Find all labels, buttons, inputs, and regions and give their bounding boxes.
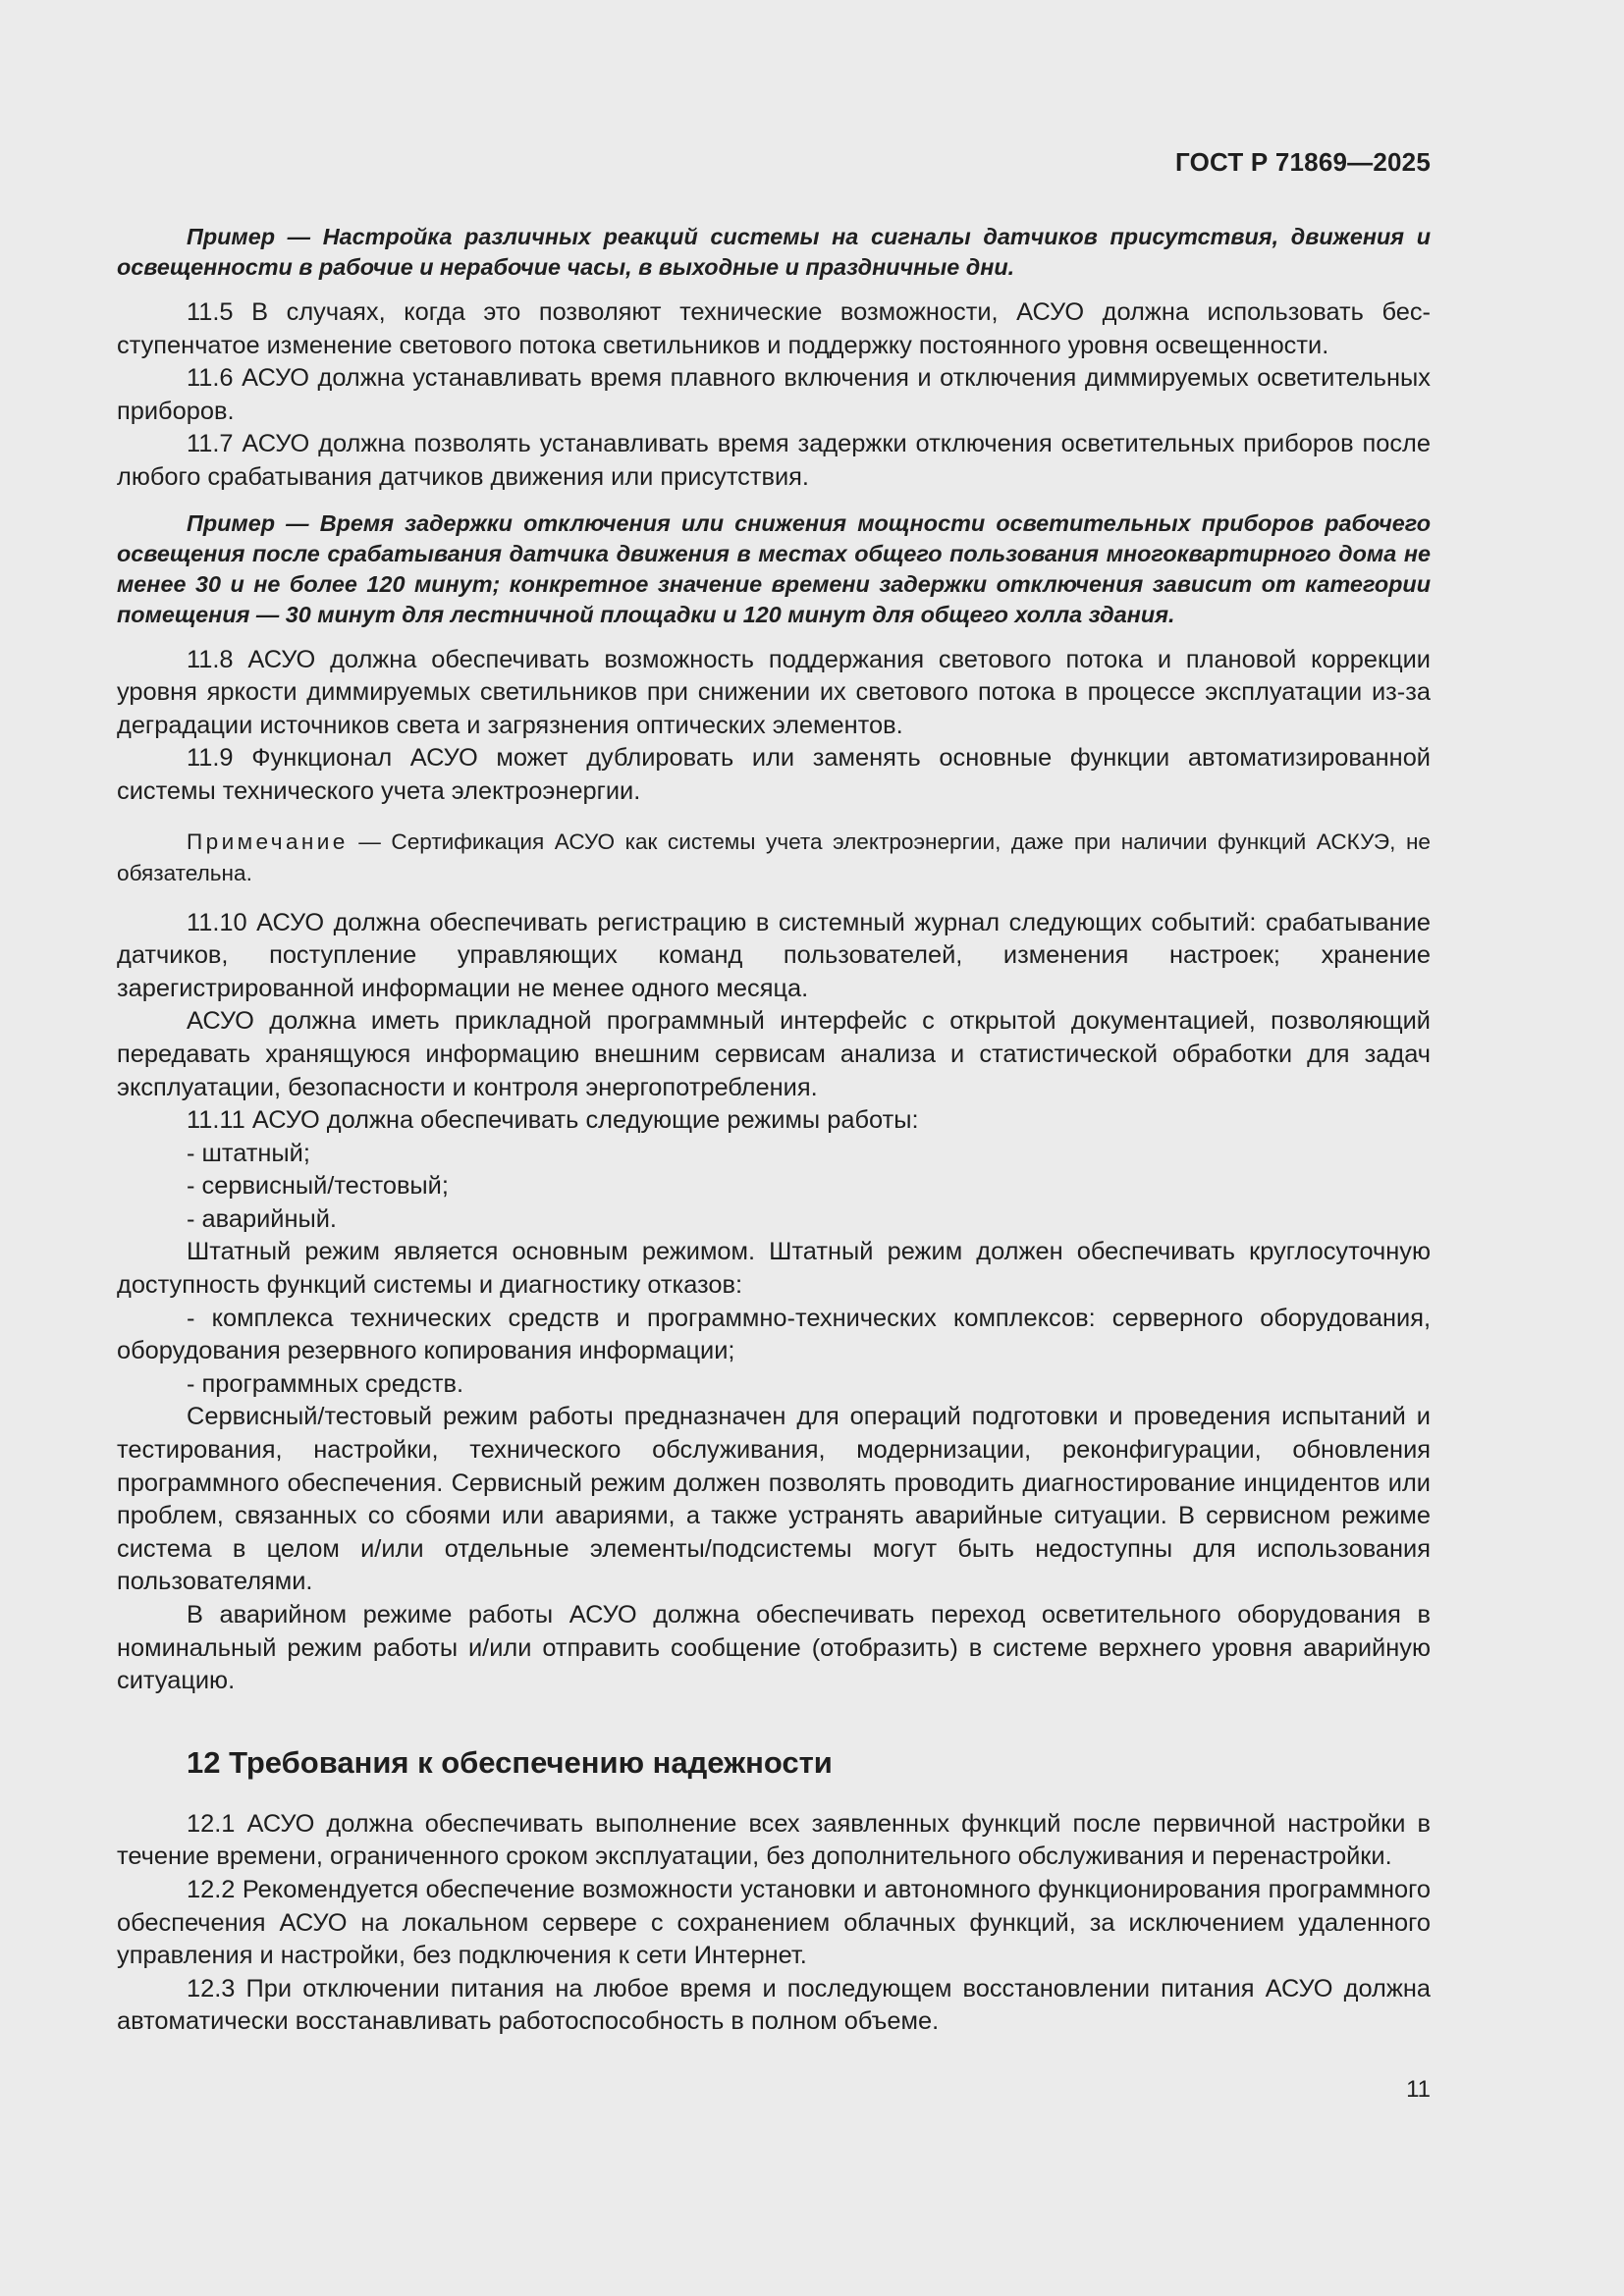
mode-list-item: - аварийный.: [187, 1204, 337, 1233]
note-text: — Сертификация АСУО как системы учета электроэнергии, даже при наличии функций АСКУЭ, не обязательна.: [117, 828, 1431, 885]
clause-11-10: 11.10 АСУО должна обеспечивать регистрацию в системный журнал следующих событий: срабатывание датчиков, поступление управляющих команд пользователей, изменения настроек; хранение зарегистрированной информации не менее одного месяца.: [117, 908, 1431, 1002]
emergency-mode-paragraph: В аварийном режиме работы АСУО должна обеспечивать переход осветительного оборудования в номинальный режим работы и/или отправить сообщение (отобразить) в системе верхнего уровня аварийную ситуацию.: [117, 1601, 1431, 1695]
clause-11-9: 11.9 Функционал АСУО может дублировать или заменять основные функции автоматизированной системы технического учета электроэнергии.: [117, 744, 1431, 805]
clause-11-11: 11.11 АСУО должна обеспечивать следующие режимы работы:: [187, 1106, 919, 1135]
diagnostics-list-item: - комплекса технических средств и программно-технических комплексов: серверного оборудования, оборудования резервного копирования информации;: [117, 1304, 1431, 1365]
document-id-header: ГОСТ Р 71869—2025: [1175, 147, 1431, 177]
example-paragraph: Пример — Время задержки отключения или снижения мощности осветительных приборов рабочего освещения после срабатывания датчика движения в местах общего пользования многоквартирного дома не менее 30 и не более 120 минут; конкретное значение времени задержки отключения зависит от категории помещения — 30 минут для лестничной площадки и 120 минут для общего холла здания.: [117, 509, 1431, 627]
document-page: [117, 0, 1431, 2296]
document-body: [117, 222, 1431, 2039]
service-mode-paragraph: Сервисный/тестовый режим работы предназначен для операций подготовки и проведения испытаний и тестирования, настройки, технического обслуживания, модернизации, реконфигурации, обновления программного обеспечения. Сервисный режим должен позволять проводить диагностирование инцидентов или проблем, связанных со сбоями или авариями, а также устранять аварийные ситуации. В сервисном режиме система в целом и/или отдельные элементы/подсистемы могут быть недоступны для использования пользователями.: [117, 1403, 1431, 1596]
clause-12-1: 12.1 АСУО должна обеспечивать выполнение всех заявленных функций после первичной настройки в течение времени, ограниченного сроком эксплуатации, без дополнительного обслуживания и перенастройки.: [117, 1809, 1431, 1871]
note-label: Примечание: [187, 828, 349, 854]
clause-11-6: 11.6 АСУО должна устанавливать время плавного включения и отключения диммируемых осветительных приборов.: [117, 364, 1431, 425]
clause-11-5: 11.5 В случаях, когда это позволяют технические возможности, АСУО должна использовать бесступенчатое изменение светового потока светильников и поддержку постоянного уровня освещенности.: [117, 298, 1431, 359]
mode-list-item: - сервисный/тестовый;: [187, 1172, 449, 1201]
clause-11-7: 11.7 АСУО должна позволять устанавливать время задержки отключения осветительных приборов после любого срабатывания датчиков движения или присутствия.: [117, 430, 1431, 491]
clause-11-8: 11.8 АСУО должна обеспечивать возможность поддержания светового потока и плановой коррекции уровня яркости диммируемых светильников при снижении их светового потока в процессе эксплуатации из-за деградации источников света и загрязнения оптических элементов.: [117, 645, 1431, 739]
section-heading: 12 Требования к обеспечению надежности: [187, 1744, 833, 1780]
example-paragraph: Пример — Настройка различных реакций системы на сигналы датчиков присутствия, движения и освещенности в рабочие и нерабочие часы, в выходные и праздничные дни.: [117, 224, 1431, 280]
page-number: 11: [1406, 2076, 1431, 2103]
diagnostics-list-item: - программных средств.: [187, 1369, 463, 1398]
note-paragraph: [117, 827, 1431, 889]
clause-12-3: 12.3 При отключении питания на любое время и последующем восстановлении питания АСУО должна автоматически восстанавливать работоспособность в полном объеме.: [117, 1974, 1431, 2036]
clause-11-10-api: АСУО должна иметь прикладной программный интерфейс с открытой документацией, позволяющий передавать хранящуюся информацию внешним сервисам анализа и статистической обработки для задач эксплуатации, безопасности и контроля энергопотребления.: [117, 1007, 1431, 1101]
normal-mode-paragraph: Штатный режим является основным режимом. Штатный режим должен обеспечивать круглосуточную доступность функций системы и диагностику отказов:: [117, 1238, 1431, 1300]
mode-list-item: - штатный;: [187, 1139, 310, 1167]
clause-12-2: 12.2 Рекомендуется обеспечение возможности установки и автономного функционирования программного обеспечения АСУО на локальном сервере с сохранением облачных функций, за исключением удаленного управления и настройки, без подключения к сети Интернет.: [117, 1875, 1431, 1970]
